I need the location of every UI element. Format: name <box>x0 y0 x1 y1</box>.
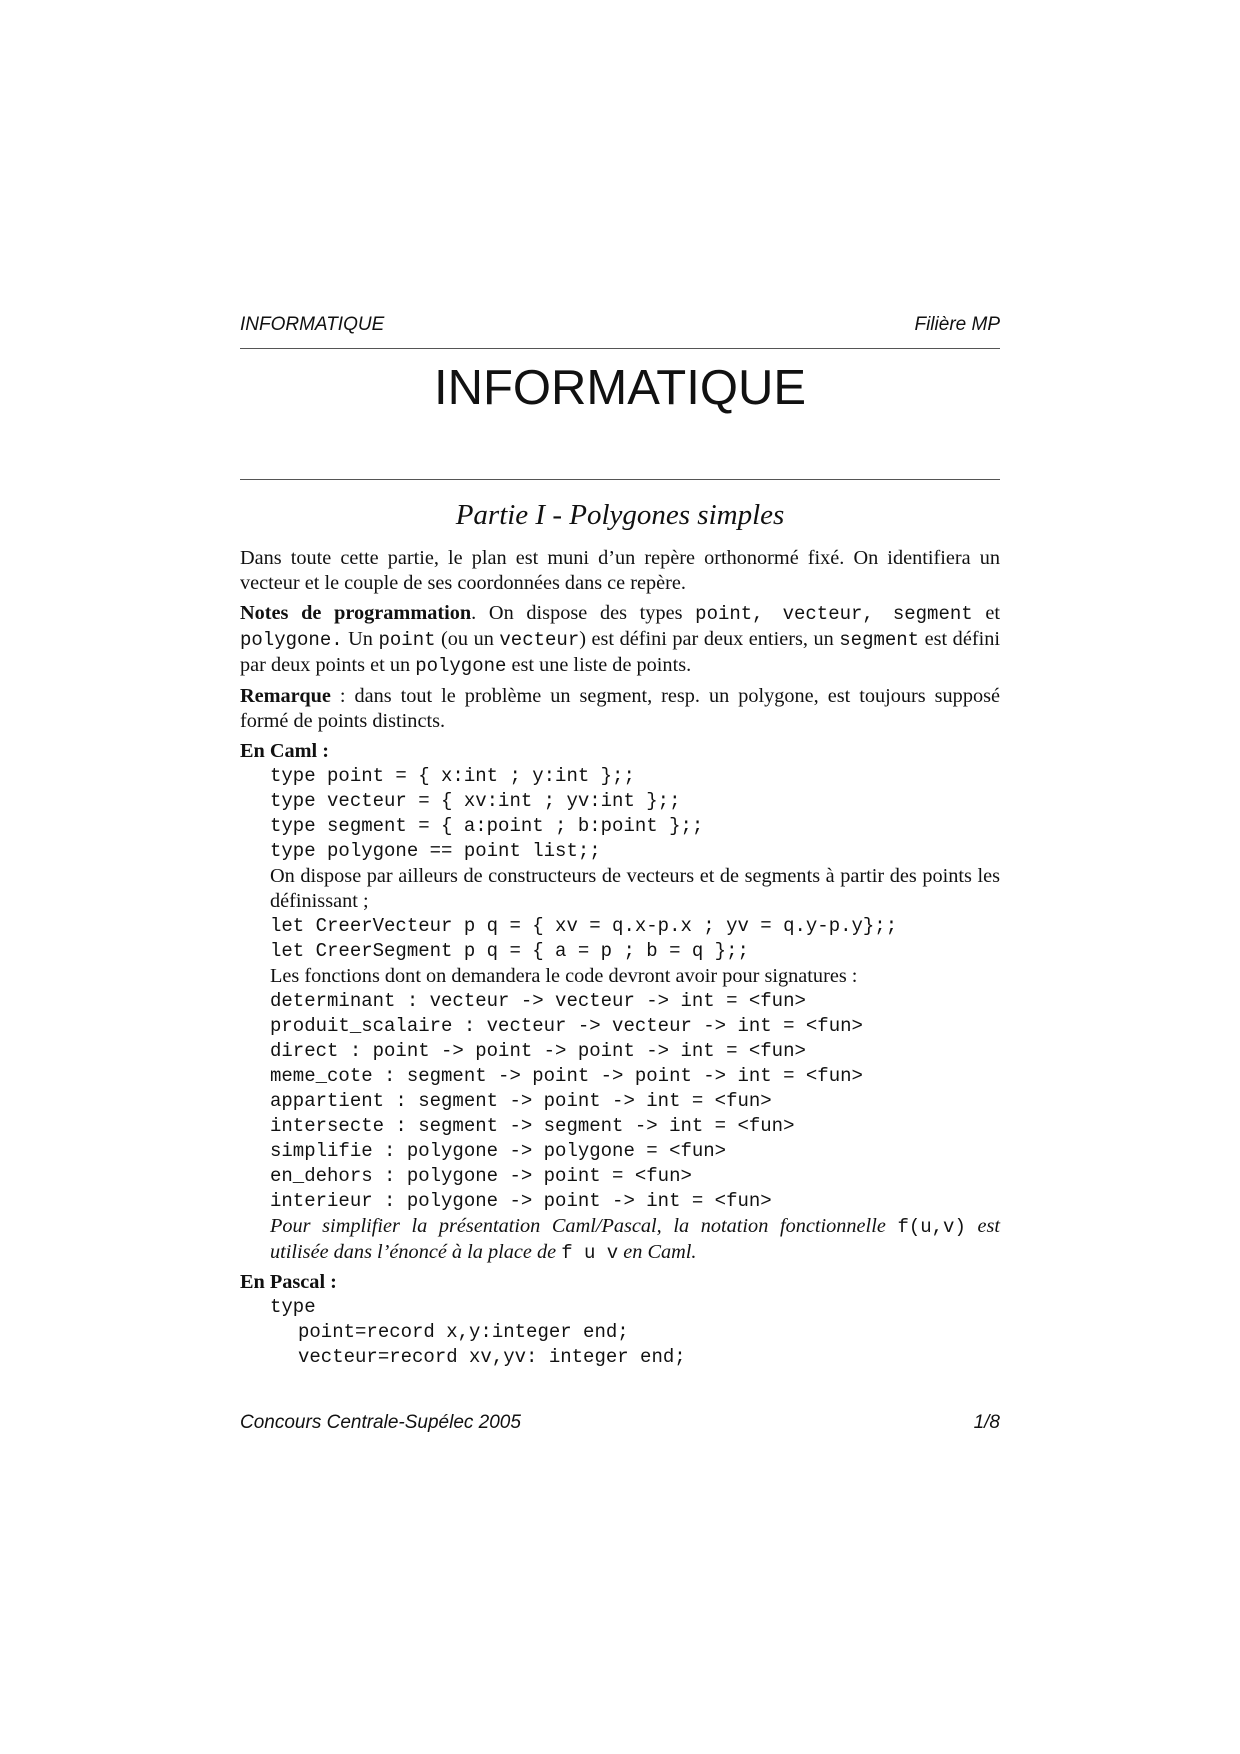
note-code-1: f(u,v) <box>897 1216 966 1238</box>
page-footer <box>240 1412 1000 1434</box>
page-title: INFORMATIQUE <box>433 361 807 415</box>
notes-label: Notes de programmation <box>240 602 472 624</box>
code-line: type point = { x:int ; y:int };; <box>270 765 635 787</box>
notation-note <box>270 1214 1000 1266</box>
code-line: let CreerSegment p q = { a = p ; b = q };; <box>270 940 749 962</box>
code-line: type polygone == point list;; <box>270 840 601 862</box>
intro-paragraph: Dans toute cette partie, le plan est muni d’un repère orthonormé fixé. On identifiera un vecteur et le couple de ses coordonnées dans ce repère. <box>240 547 1000 594</box>
part-title: Partie I - Polygones simples <box>455 499 785 531</box>
notes-code-1: point, vecteur, segment <box>695 603 973 625</box>
constructors-text: On dispose par ailleurs de constructeurs de vecteurs et de segments à partir des points les définissant ; <box>270 865 1000 912</box>
notes-text-7: est une liste de points. <box>506 654 692 676</box>
signature-line: direct : point -> point -> point -> int = <fun> <box>270 1040 806 1062</box>
code-line: type segment = { a:point ; b:point };; <box>270 815 704 837</box>
notes-code-4: vecteur <box>499 629 580 651</box>
remarque-text: : dans tout le problème un segment, resp. un polygone, est toujours supposé formé de points distincts. <box>240 685 1000 732</box>
signature-line: meme_cote : segment -> point -> point -> int = <fun> <box>270 1065 863 1087</box>
signatures-text: Les fonctions dont on demandera le code devront avoir pour signatures : <box>270 965 858 987</box>
pascal-heading: En Pascal : <box>240 1271 337 1293</box>
running-header <box>240 314 1000 336</box>
notes-text-6: est défini par deux points et un <box>240 628 1000 676</box>
header-rule <box>240 348 1000 349</box>
note-text-2: est utilisée dans l’énoncé à la place de <box>270 1215 1000 1263</box>
notes-code-3: point <box>378 629 436 651</box>
page-number: 1/8 <box>973 1412 1000 1433</box>
caml-block <box>270 764 1000 864</box>
notes-text-4: (ou un <box>435 628 500 650</box>
constructors-block <box>270 914 1000 964</box>
notes-paragraph <box>240 601 1000 679</box>
notes-code-5: segment <box>839 629 920 651</box>
note-text-3: en Caml. <box>618 1241 697 1263</box>
remarque-label: Remarque <box>240 685 331 707</box>
signatures-block <box>270 989 1000 1214</box>
remarque-paragraph <box>240 684 1000 734</box>
caml-heading: En Caml : <box>240 740 330 762</box>
signature-line: appartient : segment -> point -> int = <fun> <box>270 1090 772 1112</box>
note-text-1: Pour simplifier la présentation Caml/Pascal, la notation fonctionnelle <box>270 1215 898 1237</box>
main-content <box>240 546 1000 1370</box>
notes-text-1: . On dispose des types <box>471 602 696 624</box>
note-code-2: f u v <box>561 1242 619 1264</box>
header-track: Filière MP <box>914 314 1000 335</box>
signature-line: interieur : polygone -> point -> int = <fun> <box>270 1190 772 1212</box>
code-line: let CreerVecteur p q = { xv = q.x-p.x ; yv = q.y-p.y};; <box>270 915 898 937</box>
pascal-type-keyword: type <box>270 1296 316 1318</box>
signature-line: intersecte : segment -> segment -> int = <fun> <box>270 1115 795 1137</box>
notes-text-2: et <box>972 602 1000 624</box>
signature-line: en_dehors : polygone -> point = <fun> <box>270 1165 692 1187</box>
notes-text-3: Un <box>342 628 379 650</box>
footer-contest: Concours Centrale-Supélec 2005 <box>240 1412 521 1433</box>
notes-code-2: polygone. <box>240 629 343 651</box>
signature-line: determinant : vecteur -> vecteur -> int = <fun> <box>270 990 806 1012</box>
code-line: point=record x,y:integer end; <box>298 1321 629 1343</box>
title-rule <box>240 479 1000 480</box>
code-line: vecteur=record xv,yv: integer end; <box>298 1346 686 1368</box>
notes-code-6: polygone <box>415 655 507 677</box>
signature-line: simplifie : polygone -> polygone = <fun> <box>270 1140 727 1162</box>
signature-line: produit_scalaire : vecteur -> vecteur -> int = <fun> <box>270 1015 863 1037</box>
header-subject: INFORMATIQUE <box>240 314 385 335</box>
notes-text-5: ) est défini par deux entiers, un <box>579 628 840 650</box>
pascal-block <box>270 1295 1000 1370</box>
code-line: type vecteur = { xv:int ; yv:int };; <box>270 790 681 812</box>
